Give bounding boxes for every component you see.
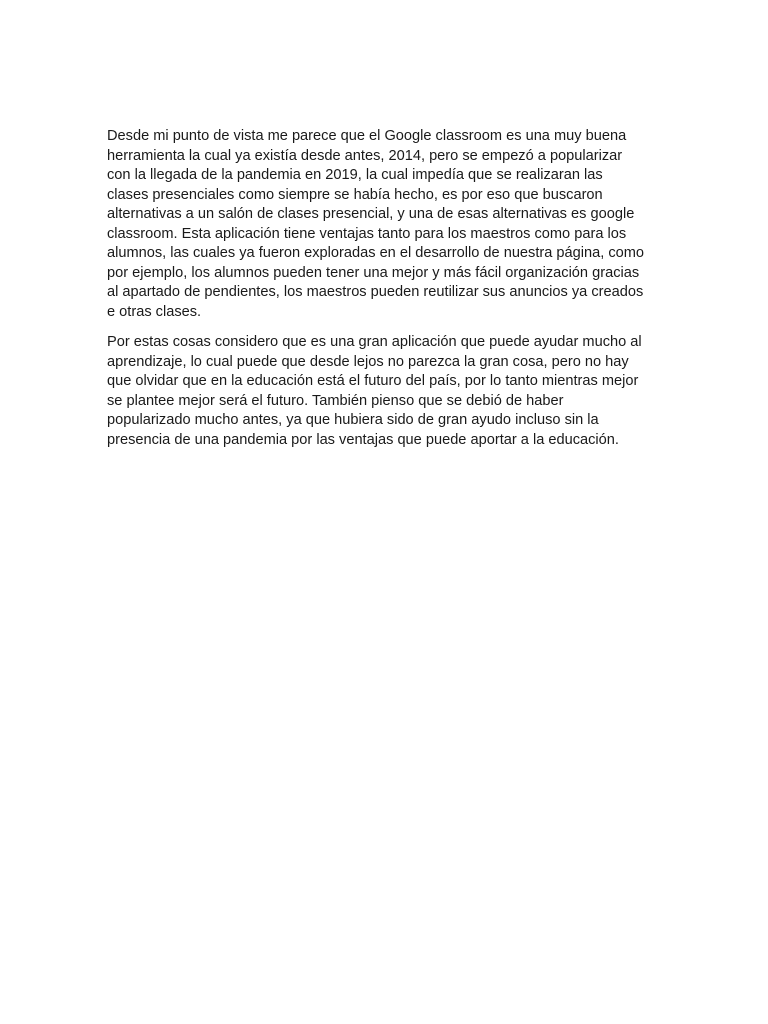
paragraph-2: Por estas cosas considero que es una gran aplicación que puede ayudar mucho al aprendizaje, lo cual puede que desde lejos no parezca la gran cosa, pero no hay que olvidar que en la educación está el futuro del país, por lo tanto mientras mejor se plantee mejor será el futuro. También pienso que se debió de haber popularizado mucho antes, ya que hubiera sido de gran ayudo incluso sin la presencia de una pandemia por las ventajas que puede aportar a la educación. [107, 334, 642, 448]
paragraph-1: Desde mi punto de vista me parece que el Google classroom es una muy buena herramienta la cual ya existía desde antes, 2014, pero se empezó a popularizar con la llegada de la pandemia en 2019, la cual impedía que se realizaran las clases presenciales como siempre se había hecho, es por eso que buscaron alternativas a un salón de clases presencial, y una de esas alternativas es google classroom. Esta aplicación tiene ventajas tanto para los maestros como para los alumnos, las cuales ya fueron exploradas en el desarrollo de nuestra página, como por ejemplo, los alumnos pueden tener una mejor y más fácil organización gracias al apartado de pendientes, los maestros pueden reutilizar sus anuncios ya creados e otras clases. [107, 128, 645, 320]
document-body [107, 127, 663, 461]
